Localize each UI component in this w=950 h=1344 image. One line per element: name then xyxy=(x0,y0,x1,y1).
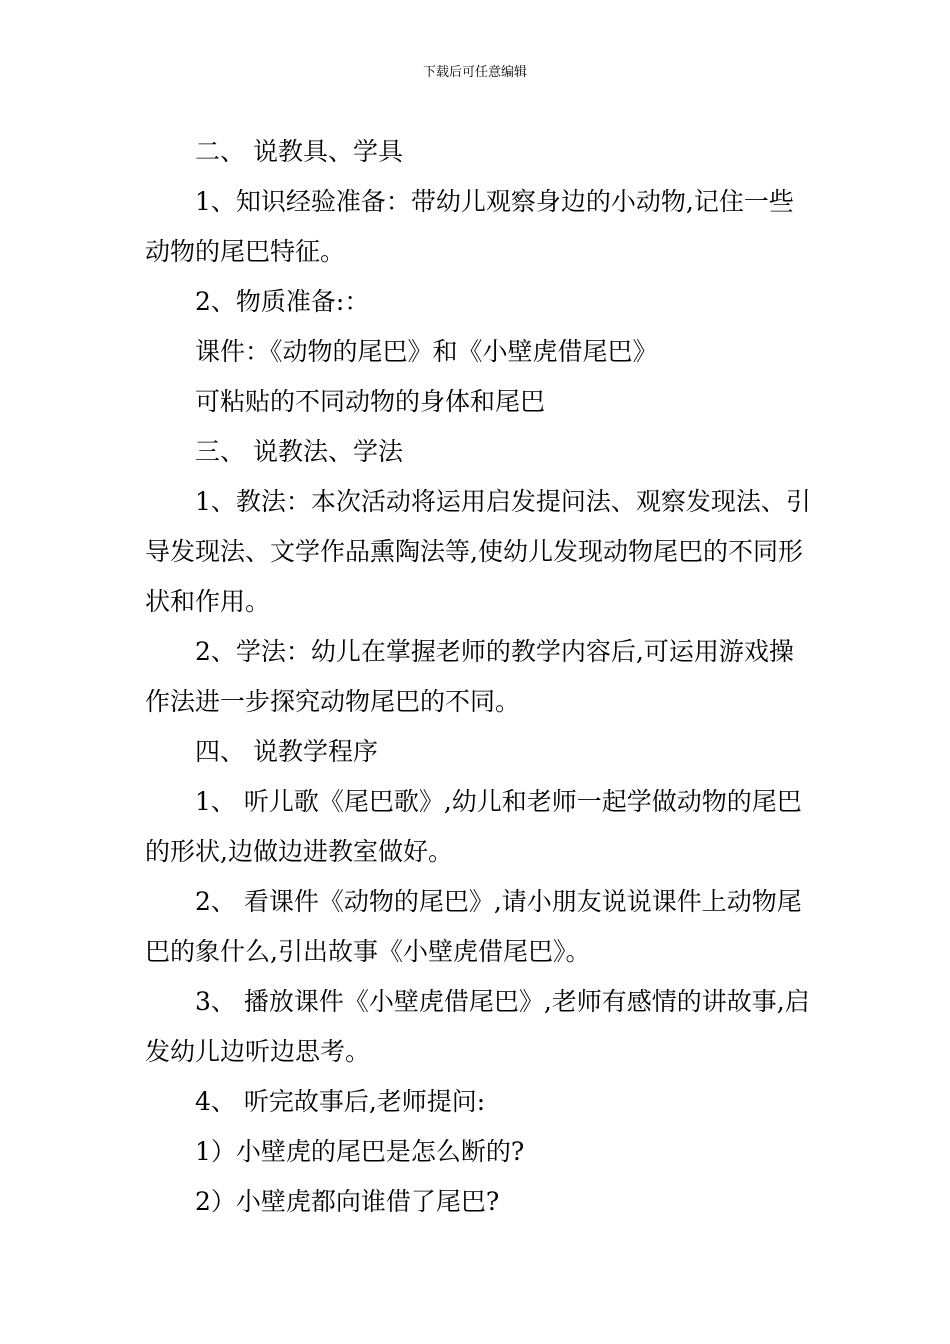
paragraph-step-1: 1、 听儿歌《尾巴歌》,幼儿和老师一起学做动物的尾巴的形状,边做边进教室做好。 xyxy=(145,787,802,866)
paragraph-teaching-method: 1、教法：本次活动将运用启发提问法、观察发现法、引导发现法、文学作品熏陶法等,使幼儿发现动物尾巴的不同形状和作用。 xyxy=(145,487,811,616)
paragraph-question-2: 2）小壁虎都向谁借了尾巴? xyxy=(195,1187,500,1216)
paragraph-knowledge-preparation: 1、知识经验准备：带幼儿观察身边的小动物,记住一些动物的尾巴特征。 xyxy=(145,187,794,266)
document-body xyxy=(145,127,815,1227)
paragraph-learning-method: 2、学法：幼儿在掌握老师的教学内容后,可运用游戏操作法进一步探究动物尾巴的不同。 xyxy=(145,637,794,716)
page-header: 下载后可任意编辑 xyxy=(422,65,527,80)
paragraph-courseware: 课件：《动物的尾巴》和《小壁虎借尾巴》 xyxy=(195,337,658,366)
paragraph-step-2: 2、 看课件《动物的尾巴》,请小朋友说说课件上动物尾巴的象什么,引出故事《小壁虎借尾巴》。 xyxy=(145,887,802,966)
paragraph-step-3: 3、 播放课件《小壁虎借尾巴》,老师有感情的讲故事,启发幼儿边听边思考。 xyxy=(145,987,810,1066)
paragraph-material-preparation: 2、物质准备:： xyxy=(195,287,370,316)
section-heading-teaching-procedure: 四、 说教学程序 xyxy=(195,737,378,766)
paragraph-stickers: 可粘贴的不同动物的身体和尾巴 xyxy=(195,387,546,416)
section-heading-teaching-methods: 三、 说教法、学法 xyxy=(195,437,403,466)
paragraph-step-4: 4、 听完故事后,老师提问: xyxy=(195,1087,486,1116)
section-heading-teaching-aids: 二、 说教具、学具 xyxy=(195,137,403,166)
paragraph-question-1: 1）小壁虎的尾巴是怎么断的? xyxy=(195,1137,525,1166)
